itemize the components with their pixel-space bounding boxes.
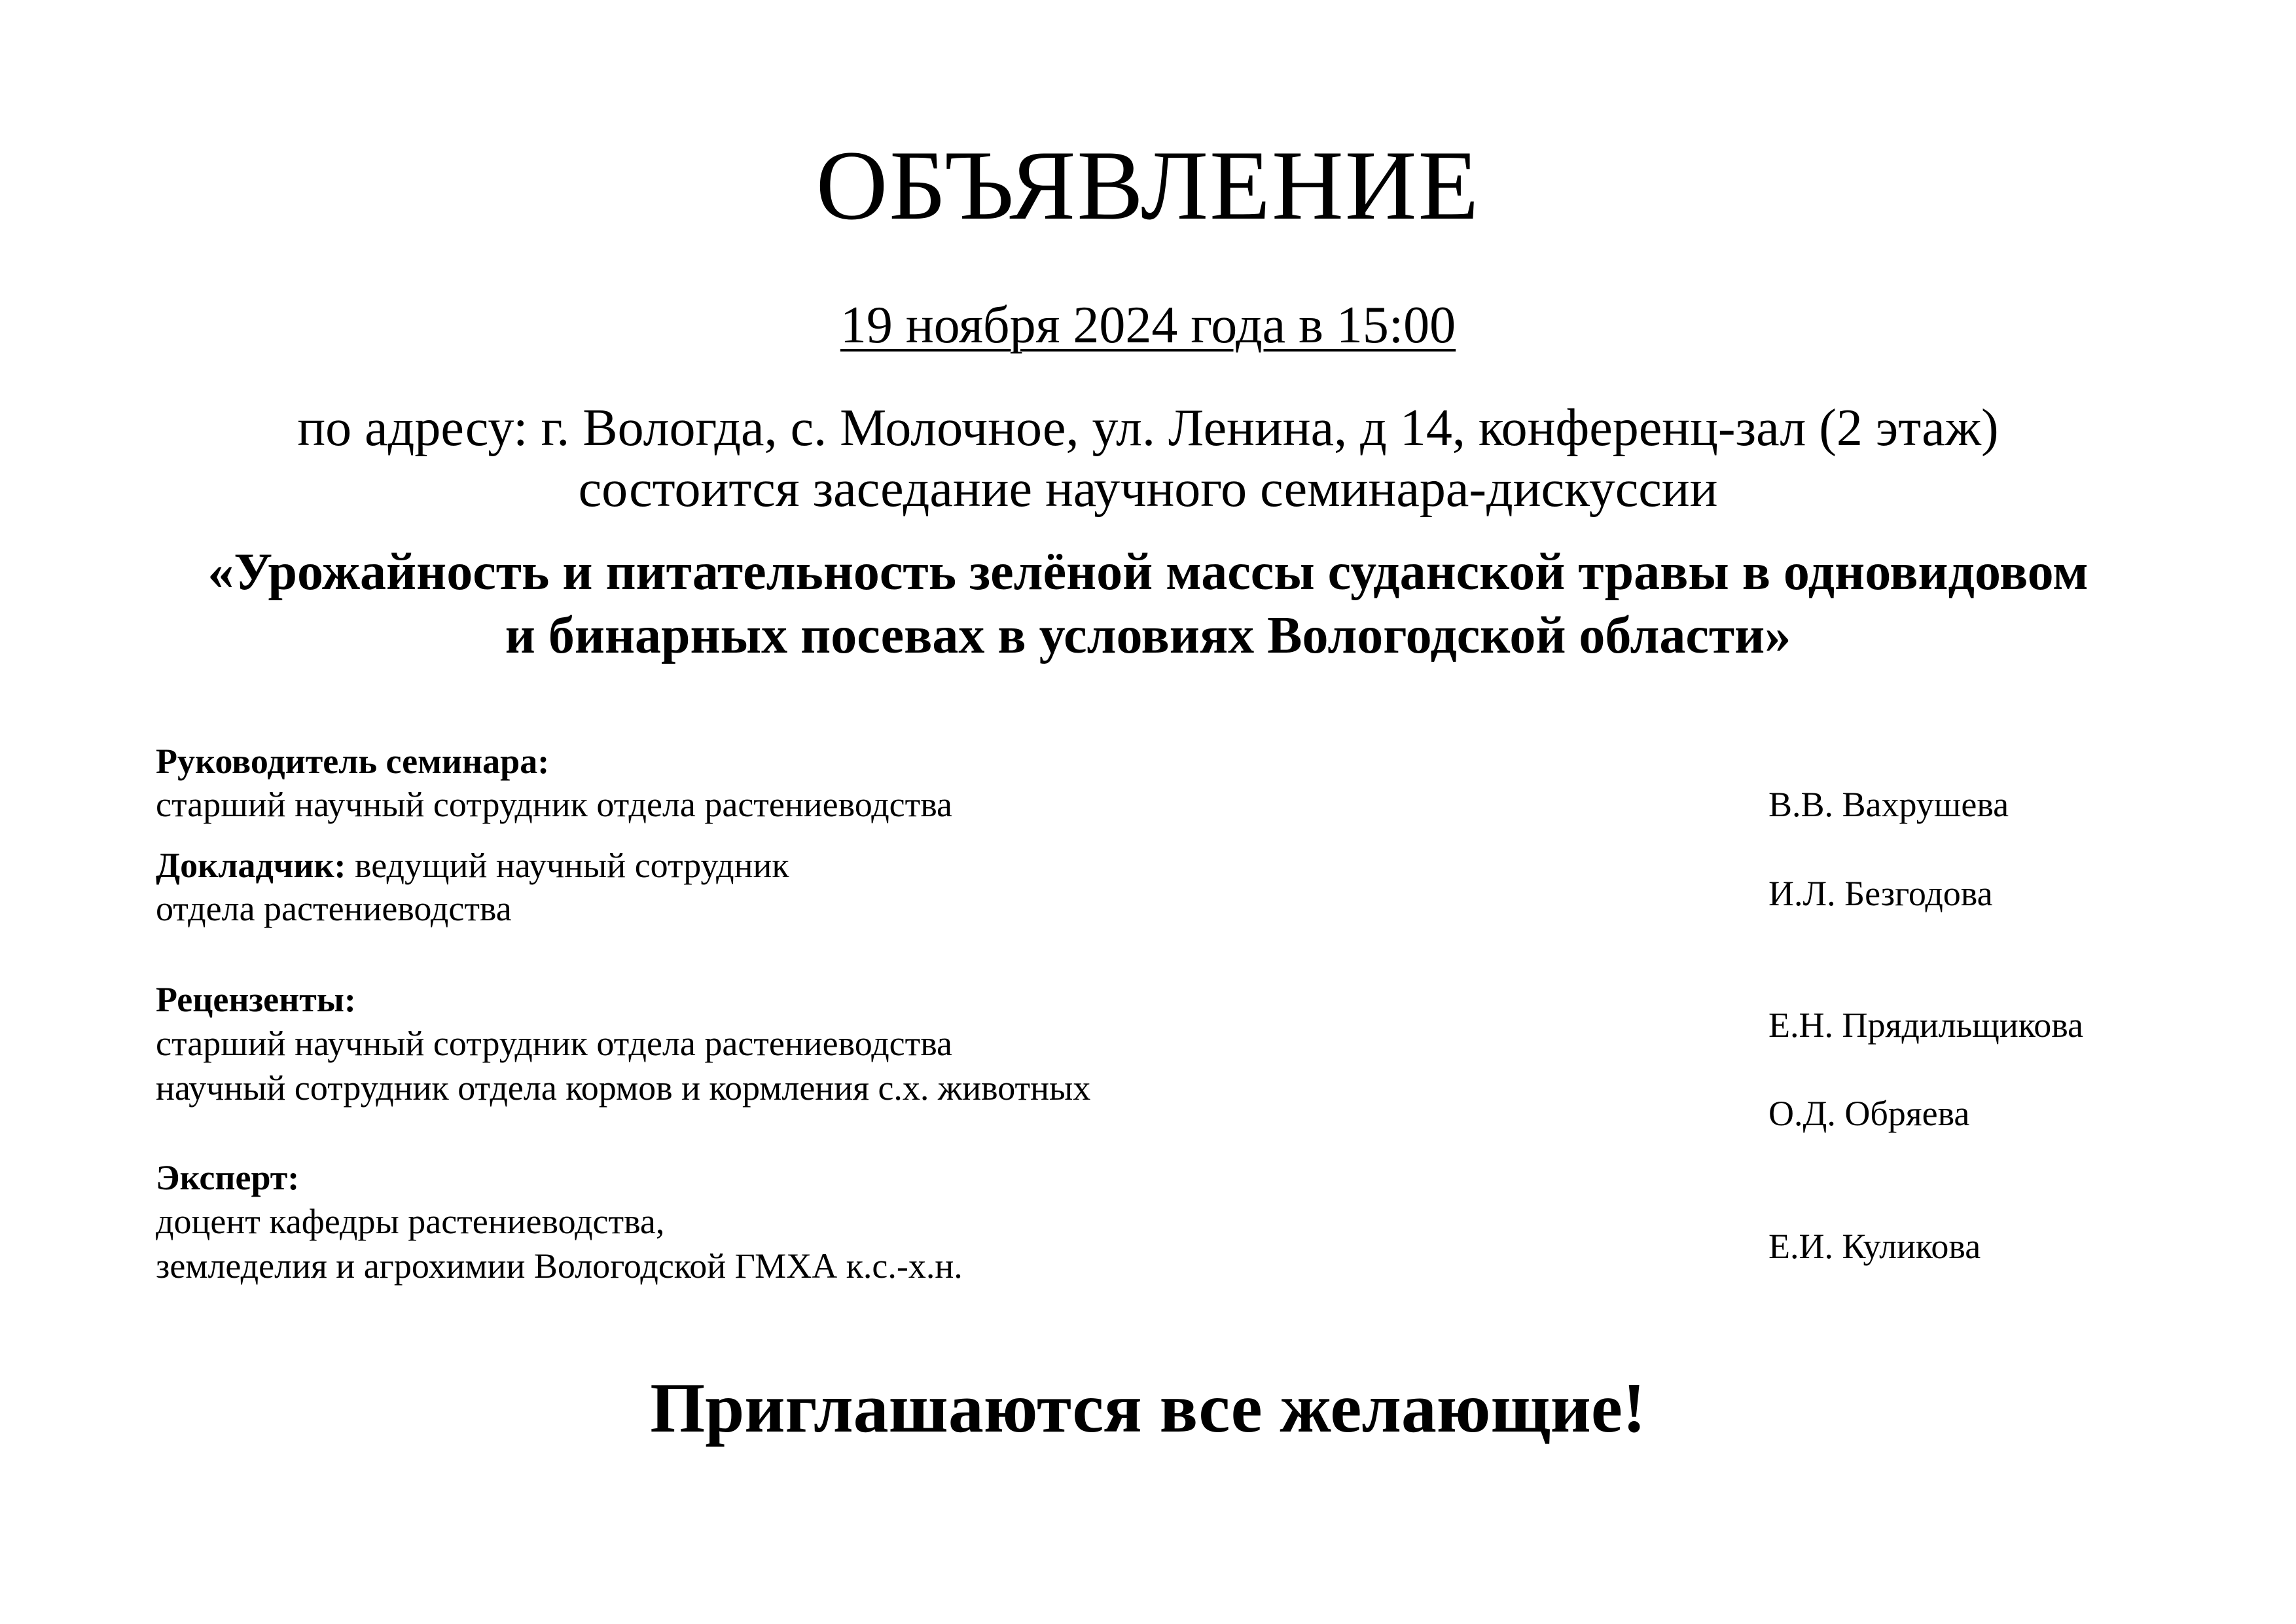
speaker-position-line-1: ведущий научный сотрудник [346,846,789,885]
event-description: состоится заседание научного семинара-дискуссии [578,460,1718,518]
speaker-heading: Докладчик: [156,846,346,885]
speaker-name: И.Л. Безгодова [1768,874,1993,913]
event-address: по адресу: г. Вологда, с. Молочное, ул. Ленина, д 14, конференц-зал (2 этаж) [297,399,1999,457]
reviewer-1-name: Е.Н. Прядильщикова [1768,1005,2083,1045]
reviewers-heading: Рецензенты: [156,980,356,1019]
seminar-topic-line-1: «Урожайность и питательность зелёной массы суданской травы в одновидовом [207,543,2089,601]
leader-name: В.В. Вахрушева [1768,785,2009,824]
speaker-line-1 [156,844,789,886]
leader-position: старший научный сотрудник отдела растениеводства [156,785,953,824]
expert-name: Е.И. Куликова [1768,1227,1981,1266]
leader-heading: Руководитель семинара: [156,742,550,781]
expert-position-line-2: земледелия и агрохимии Вологодской ГМХА к.с.-х.н. [156,1246,963,1286]
speaker-position-line-2: отдела растениеводства [156,889,512,928]
reviewer-2-name: О.Д. Обряева [1768,1094,1970,1133]
event-date: 19 ноября 2024 года в 15:00 [840,297,1456,354]
expert-heading: Эксперт: [156,1158,300,1197]
seminar-topic-line-2: и бинарных посевах в условиях Вологодской области» [505,607,1791,664]
page-title: ОБЪЯВЛЕНИЕ [816,130,1480,240]
reviewer-1-position: старший научный сотрудник отдела растениеводства [156,1024,953,1063]
invitation-text: Приглашаются все желающие! [650,1369,1646,1447]
reviewer-2-position: научный сотрудник отдела кормов и кормления с.х. животных [156,1068,1091,1108]
expert-position-line-1: доцент кафедры растениеводства, [156,1202,665,1241]
